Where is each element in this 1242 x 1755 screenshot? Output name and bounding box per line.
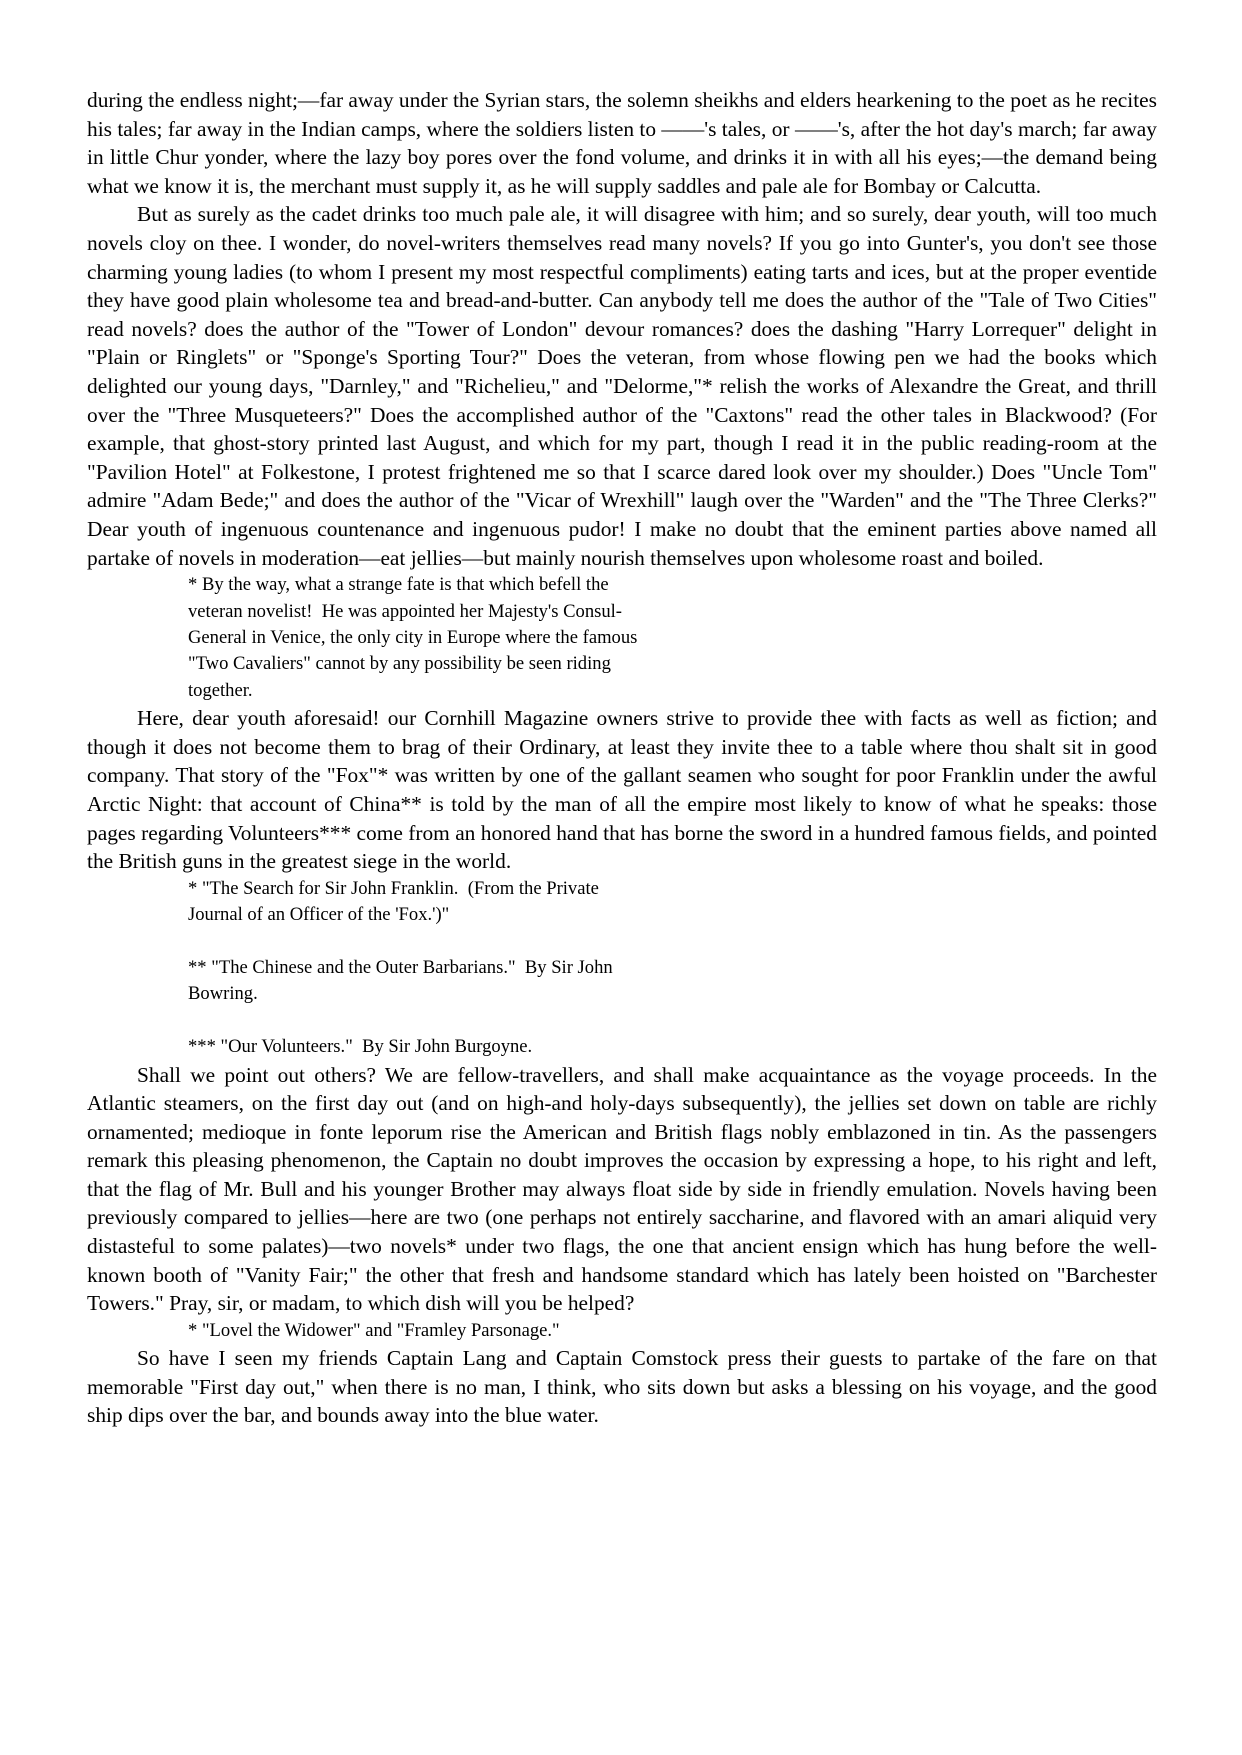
footnote-line: together. — [188, 679, 253, 701]
footnote-line: * "The Search for Sir John Franklin. (From the Private — [188, 877, 599, 899]
paragraph-first-day-out: So have I seen my friends Captain Lang and Captain Comstock press their guests to partake of the fare on that memorable "First day out," when there is no man, I think, who sits down but asks a blessing on his voyage, and the good ship dips over the bar, and bounds away into the blue water. — [87, 1346, 1157, 1428]
document-page — [87, 86, 1157, 1430]
footnote-line: Bowring. — [188, 983, 258, 1005]
footnote-line: veteran novelist! He was appointed her Majesty's Consul- — [188, 600, 623, 622]
footnote-line: Journal of an Officer of the 'Fox.')" — [188, 904, 450, 926]
paragraph-atlantic-steamers: Shall we point out others? We are fellow-travellers, and shall make acquaintance as the voyage proceeds. In the Atlantic steamers, on the first day out (and on high-and holy-days subsequently), the jellies set down on table are richly ornamented; medioque in fonte leporum rise the American and British flags nobly emblazoned in tin. As the passengers remark this pleasing phenomenon, the Captain no doubt improves the occasion by expressing a hope, to his right and left, that the flag of Mr. Bull and his younger Brother may always float side by side in friendly emulation. Novels having been previously compared to jellies—here are two (one perhaps not entirely saccharine, and flavored with an amari aliquid very distasteful to some palates)—two novels* under two flags, the one that ancient ensign which has hung before the well-known booth of "Vanity Fair;" the other that fresh and handsome standard which has lately been hoisted on "Barchester Towers." Pray, sir, or madam, to which dish will you be helped? — [87, 1062, 1157, 1316]
footnote-spacer — [188, 1008, 748, 1034]
footnote-veteran-novelist — [188, 572, 748, 704]
footnote-line: * By the way, what a strange fate is that which befell the — [188, 574, 609, 596]
footnote-line: "Two Cavaliers" cannot by any possibility be seen riding — [188, 653, 611, 675]
footnote-spacer — [188, 929, 748, 955]
footnote-group-contributors — [188, 876, 748, 1061]
footnote-line: *** "Our Volunteers." By Sir John Burgoyne. — [188, 1036, 533, 1058]
footnote-two-novels — [188, 1318, 748, 1344]
paragraph-cornhill-magazine: Here, dear youth aforesaid! our Cornhill Magazine owners strive to provide thee with facts as well as fiction; and though it does not become them to brag of their Ordinary, at least they invite thee to a table where thou shalt sit in good company. That story of the "Fox"* was written by one of the gallant seamen who sought for poor Franklin under the awful Arctic Night: that account of China** is told by the man of all the empire most likely to know of what he speaks: those pages regarding Volunteers*** come from an honored hand that has borne the sword in a hundred famous fields, and pointed the British guns in the greatest siege in the world. — [87, 706, 1157, 874]
paragraph-novel-writers: But as surely as the cadet drinks too much pale ale, it will disagree with him; and so surely, dear youth, will too much novels cloy on thee. I wonder, do novel-writers themselves read many novels? If you go into Gunter's, you don't see those charming young ladies (to whom I present my most respectful compliments) eating tarts and ices, but at the proper eventide they have good plain wholesome tea and bread-and-butter. Can anybody tell me does the author of the "Tale of Two Cities" read novels? does the author of the "Tower of London" devour romances? does the dashing "Harry Lorrequer" delight in "Plain or Ringlets" or "Sponge's Sporting Tour?" Does the veteran, from whose flowing pen we had the books which delighted our young days, "Darnley," and "Richelieu," and "Delorme,"* relish the works of Alexandre the Great, and thrill over the "Three Musqueteers?" Does the accomplished author of the "Caxtons" read the other tales in Blackwood? (For example, that ghost-story printed last August, and which for my part, though I read it in the public reading-room at the "Pavilion Hotel" at Folkestone, I protest frightened me so that I scarce dared look over my shoulder.) Does "Uncle Tom" admire "Adam Bede;" and does the author of the "Vicar of Wrexhill" laugh over the "Warden" and the "The Three Clerks?" Dear youth of ingenuous countenance and ingenuous pudor! I make no doubt that the eminent parties above named all partake of novels in moderation—eat jellies—but mainly nourish themselves upon wholesome roast and boiled. — [87, 202, 1157, 570]
footnote-line: ** "The Chinese and the Outer Barbarians." By Sir John — [188, 956, 613, 978]
footnote-line: General in Venice, the only city in Europe where the famous — [188, 626, 638, 648]
paragraph-endless-night: during the endless night;—far away under the Syrian stars, the solemn sheikhs and elders hearkening to the poet as he recites his tales; far away in the Indian camps, where the soldiers listen to ——'s tales, or ——'s, after the hot day's march; far away in little Chur yonder, where the lazy boy pores over the fond volume, and drinks it in with all his eyes;—the demand being what we know it is, the merchant must supply it, as he will supply saddles and pale ale for Bombay or Calcutta. — [87, 88, 1157, 198]
footnote-line: * "Lovel the Widower" and "Framley Parsonage." — [188, 1319, 560, 1341]
